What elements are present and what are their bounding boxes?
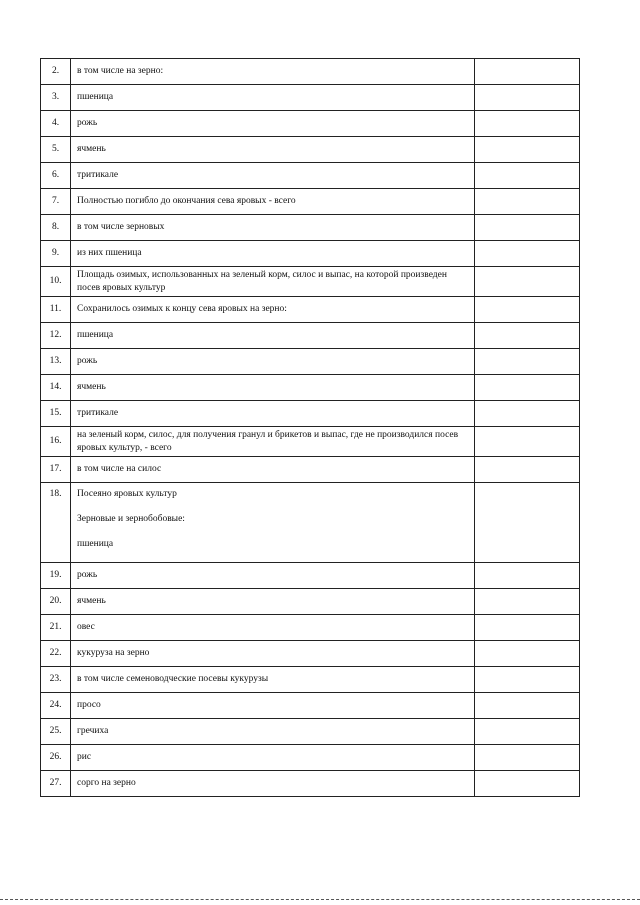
row-label: Посеяно яровых культур [77, 489, 177, 499]
row-number: 17. [41, 457, 71, 483]
row-value-cell[interactable] [475, 719, 580, 745]
row-value-cell[interactable] [475, 427, 580, 457]
table-row [41, 85, 580, 111]
table-row [41, 667, 580, 693]
table-row [41, 349, 580, 375]
row-number: 16. [41, 427, 71, 457]
table-row [41, 483, 580, 563]
row-number: 18. [41, 483, 71, 563]
table-row [41, 267, 580, 297]
row-label: рожь [71, 563, 475, 589]
table-row [41, 137, 580, 163]
row-value-cell[interactable] [475, 693, 580, 719]
row-value-cell[interactable] [475, 137, 580, 163]
row-number: 9. [41, 241, 71, 267]
row-number: 12. [41, 323, 71, 349]
row-value-cell[interactable] [475, 267, 580, 297]
table-row [41, 641, 580, 667]
row-number: 19. [41, 563, 71, 589]
row-number: 23. [41, 667, 71, 693]
table-row [41, 615, 580, 641]
row-label: кукуруза на зерно [71, 641, 475, 667]
row-number: 20. [41, 589, 71, 615]
table-row [41, 771, 580, 797]
row-value-cell[interactable] [475, 85, 580, 111]
row-label: пшеница [71, 85, 475, 111]
row-label-wheat: пшеница [77, 539, 114, 549]
row-label: гречиха [71, 719, 475, 745]
row-value-cell[interactable] [475, 615, 580, 641]
table-row [41, 563, 580, 589]
row-value-cell[interactable] [475, 641, 580, 667]
row-label: Сохранилось озимых к концу сева яровых на зерно: [71, 297, 475, 323]
row-number: 4. [41, 111, 71, 137]
row-label: Площадь озимых, использованных на зеленый корм, силос и выпас, на которой произведен посев яровых культур [71, 267, 475, 297]
row-number: 3. [41, 85, 71, 111]
row-value-cell[interactable] [475, 189, 580, 215]
row-label: в том числе зерновых [71, 215, 475, 241]
row-label: рожь [71, 349, 475, 375]
row-label: просо [71, 693, 475, 719]
row-number: 11. [41, 297, 71, 323]
row-label: в том числе на силос [71, 457, 475, 483]
row-label: в том числе семеноводческие посевы кукурузы [71, 667, 475, 693]
row-label: ячмень [71, 137, 475, 163]
page-edge-divider [0, 899, 640, 900]
table-row [41, 401, 580, 427]
table-row [41, 693, 580, 719]
row-number: 14. [41, 375, 71, 401]
table-row [41, 323, 580, 349]
row-number: 8. [41, 215, 71, 241]
row-number: 15. [41, 401, 71, 427]
row-value-cell[interactable] [475, 111, 580, 137]
table-row [41, 59, 580, 85]
row-number: 2. [41, 59, 71, 85]
table-row [41, 241, 580, 267]
row-number: 25. [41, 719, 71, 745]
row-value-cell[interactable] [475, 241, 580, 267]
row-number: 24. [41, 693, 71, 719]
row-value-cell[interactable] [475, 323, 580, 349]
row-value-cell[interactable] [475, 215, 580, 241]
row-label: ячмень [71, 375, 475, 401]
row-label: тритикале [71, 401, 475, 427]
row-label: овес [71, 615, 475, 641]
table-row [41, 589, 580, 615]
row-label: рис [71, 745, 475, 771]
row-label: из них пшеница [71, 241, 475, 267]
row-label: тритикале [71, 163, 475, 189]
row-label-grain: Зерновые и зернобобовые: [77, 514, 185, 524]
row-number: 21. [41, 615, 71, 641]
row-value-cell[interactable] [475, 771, 580, 797]
row-number: 5. [41, 137, 71, 163]
crop-area-table [40, 58, 580, 797]
row-value-cell[interactable] [475, 349, 580, 375]
row-value-cell[interactable] [475, 401, 580, 427]
row-number: 10. [41, 267, 71, 297]
row-value-cell[interactable] [475, 163, 580, 189]
row-value-cell[interactable] [475, 297, 580, 323]
table-row [41, 297, 580, 323]
row-label-block [71, 483, 475, 563]
table-row [41, 215, 580, 241]
row-value-cell[interactable] [475, 375, 580, 401]
row-label: Полностью погибло до окончания сева яровых - всего [71, 189, 475, 215]
row-number: 6. [41, 163, 71, 189]
table-row [41, 111, 580, 137]
row-value-cell[interactable] [475, 667, 580, 693]
row-value-cell[interactable] [475, 457, 580, 483]
table-row [41, 163, 580, 189]
row-value-cell[interactable] [475, 589, 580, 615]
row-value-cell[interactable] [475, 483, 580, 563]
table-row [41, 457, 580, 483]
row-number: 26. [41, 745, 71, 771]
row-number: 27. [41, 771, 71, 797]
row-value-cell[interactable] [475, 59, 580, 85]
table-row [41, 375, 580, 401]
row-value-cell[interactable] [475, 563, 580, 589]
table-row [41, 189, 580, 215]
row-label: рожь [71, 111, 475, 137]
row-label: на зеленый корм, силос, для получения гранул и брикетов и выпас, где не производился посев яровых культур, - всего [71, 427, 475, 457]
row-label: ячмень [71, 589, 475, 615]
row-number: 22. [41, 641, 71, 667]
row-number: 7. [41, 189, 71, 215]
row-label: пшеница [71, 323, 475, 349]
row-label: в том числе на зерно: [71, 59, 475, 85]
row-label: сорго на зерно [71, 771, 475, 797]
table-row [41, 719, 580, 745]
table-row [41, 427, 580, 457]
table-row [41, 745, 580, 771]
row-value-cell[interactable] [475, 745, 580, 771]
row-number: 13. [41, 349, 71, 375]
